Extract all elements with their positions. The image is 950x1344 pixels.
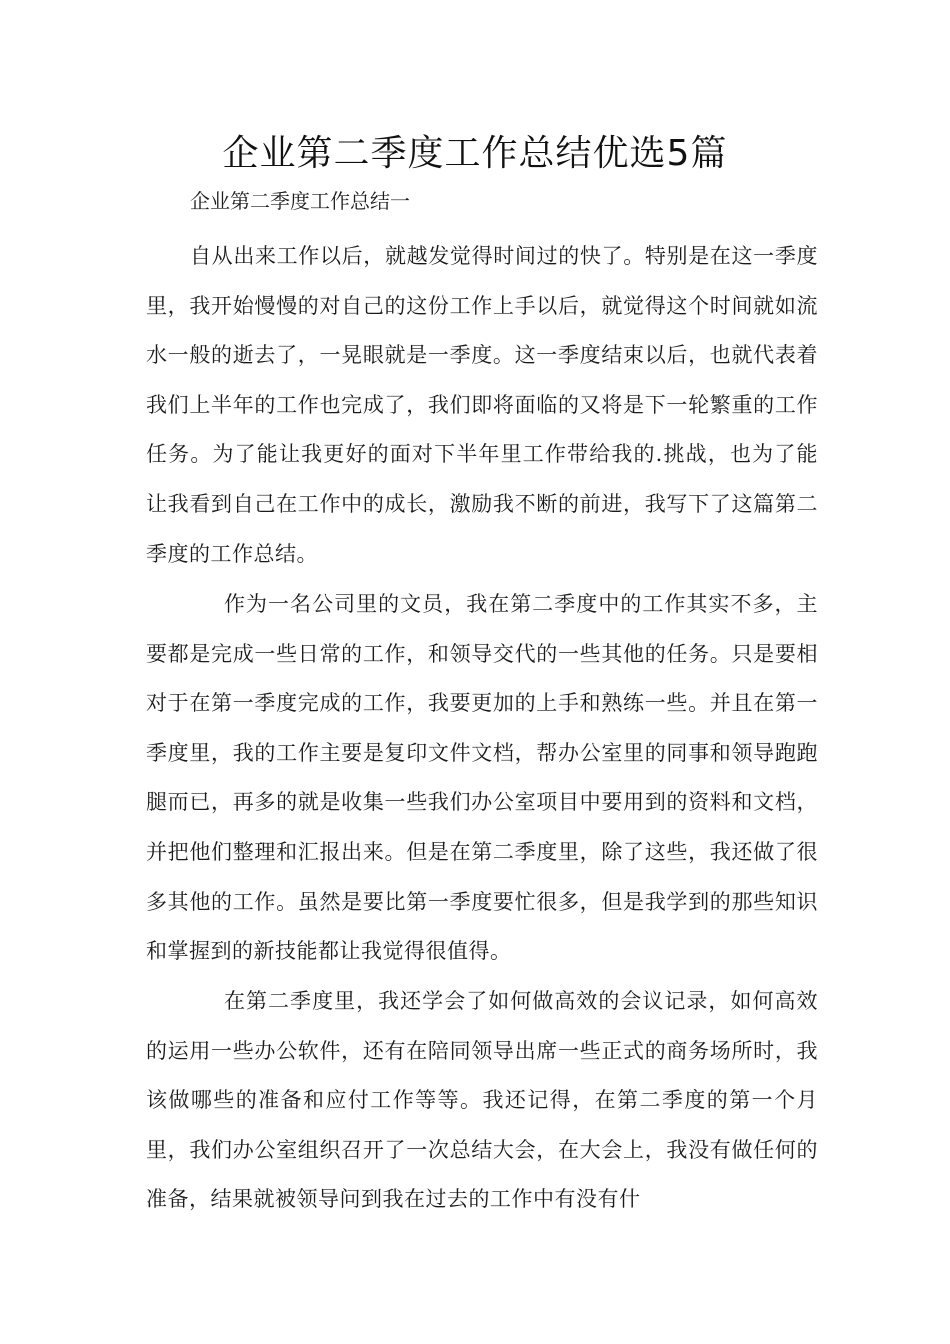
section-heading: 企业第二季度工作总结一 [190,189,410,213]
document-title: 企业第二季度工作总结优选5篇 [222,133,728,174]
paragraph-3: 在第二季度里，我还学会了如何做高效的会议记录，如何高效的运用一些办公软件，还有在陪同领导出席一些正式的商务场所时，我该做哪些的准备和应付工作等等。我还记得，在第二季度的第一个月里，我们办公室组织召开了一次总结大会，在大会上，我没有做任何的准备，结果就被领导问到我在过去的工作中有没有什 [146,989,818,1212]
paragraph-2: 作为一名公司里的文员，我在第二季度中的工作其实不多，主要都是完成一些日常的工作，和领导交代的一些其他的任务。只是要相对于在第一季度完成的工作，我要更加的上手和熟练一些。并且在第一季度里，我的工作主要是复印文件文档，帮办公室里的同事和领导跑跑腿而已，再多的就是收集一些我们办公室项目中要用到的资料和文档，并把他们整理和汇报出来。但是在第二季度里，除了这些，我还做了很多其他的工作。虽然是要比第一季度要忙很多，但是我学到的那些知识和掌握到的新技能都让我觉得很值得。 [146,592,818,964]
paragraph-1: 自从出来工作以后，就越发觉得时间过的快了。特别是在这一季度里，我开始慢慢的对自己的这份工作上手以后，就觉得这个时间就如流水一般的逝去了，一晃眼就是一季度。这一季度结束以后，也就代表着我们上半年的工作也完成了，我们即将面临的又将是下一轮繁重的工作任务。为了能让我更好的面对下半年里工作带给我的.挑战，也为了能让我看到自己在工作中的成长，激励我不断的前进，我写下了这篇第二季度的工作总结。 [146,244,818,566]
